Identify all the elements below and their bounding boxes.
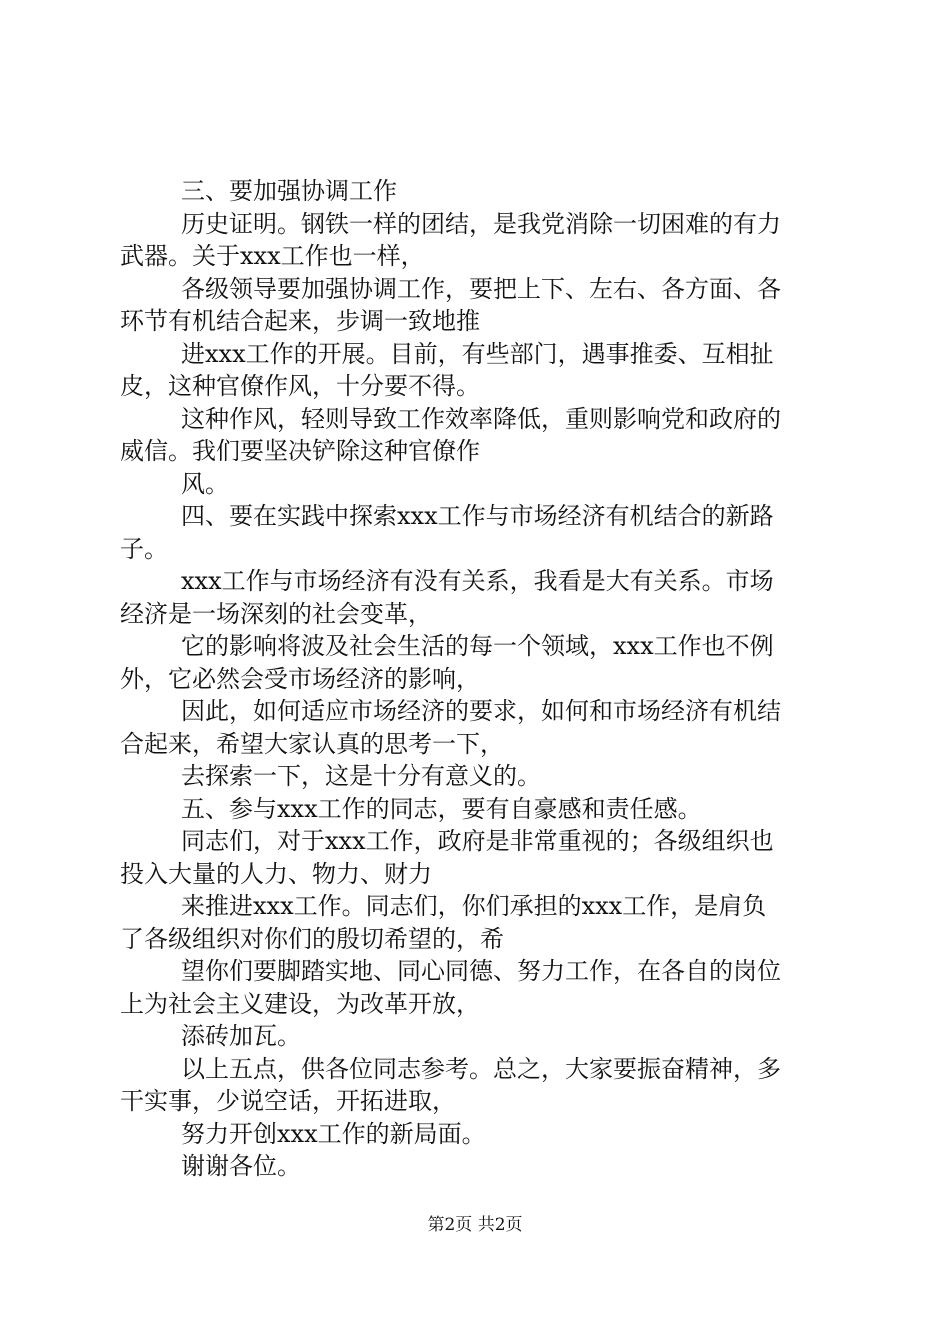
text-line: 武器。关于xxx工作也一样，	[120, 242, 425, 270]
text-line: 风。	[181, 470, 229, 498]
text-line: 合起来，希望大家认真的思考一下，	[120, 730, 504, 758]
text-line: 望你们要脚踏实地、同心同德、努力工作，在各自的岗位	[181, 957, 781, 985]
text-line: 威信。我们要坚决铲除这种官僚作	[120, 437, 480, 465]
text-line: 四、要在实践中探索xxx工作与市场经济有机结合的新路	[181, 502, 774, 530]
text-line: 五、参与xxx工作的同志，要有自豪感和责任感。	[181, 795, 702, 823]
text-line: 子。	[120, 535, 168, 563]
text-line: 干实事，少说空话，开拓进取，	[120, 1087, 456, 1115]
text-line: 添砖加瓦。	[181, 1022, 301, 1050]
text-line: 各级领导要加强协调工作，要把上下、左右、各方面、各	[181, 275, 781, 303]
text-line: 努力开创xxx工作的新局面。	[181, 1120, 486, 1148]
text-line: 环节有机结合起来，步调一致地推	[120, 307, 480, 335]
text-line: xxx工作与市场经济有没有关系，我看是大有关系。市场	[181, 567, 774, 595]
text-line: 皮，这种官僚作风，十分要不得。	[120, 372, 480, 400]
text-line: 去探索一下，这是十分有意义的。	[181, 762, 541, 790]
text-line: 来推进xxx工作。同志们，你们承担的xxx工作，是肩负	[181, 892, 767, 920]
text-line: 外，它必然会受市场经济的影响，	[120, 665, 480, 693]
text-line: 三、要加强协调工作	[181, 177, 397, 205]
text-line: 谢谢各位。	[181, 1152, 301, 1180]
text-line: 投入大量的人力、物力、财力	[120, 860, 432, 888]
text-line: 以上五点，供各位同志参考。总之，大家要振奋精神，多	[181, 1055, 781, 1083]
page-number-footer: 第2页 共2页	[427, 1215, 523, 1235]
text-line: 历史证明。钢铁一样的团结，是我党消除一切困难的有力	[181, 210, 781, 238]
text-line: 因此，如何适应市场经济的要求，如何和市场经济有机结	[181, 697, 781, 725]
text-line: 这种作风，轻则导致工作效率降低，重则影响党和政府的	[181, 405, 781, 433]
text-line: 同志们，对于xxx工作，政府是非常重视的；各级组织也	[181, 827, 774, 855]
text-line: 了各级组织对你们的殷切希望的，希	[120, 925, 504, 953]
text-line: 进xxx工作的开展。目前，有些部门，遇事推委、互相扯	[181, 340, 774, 368]
text-line: 上为社会主义建设，为改革开放，	[120, 990, 480, 1018]
text-line: 经济是一场深刻的社会变革，	[120, 600, 432, 628]
text-line: 它的影响将波及社会生活的每一个领域，xxx工作也不例	[181, 632, 774, 660]
